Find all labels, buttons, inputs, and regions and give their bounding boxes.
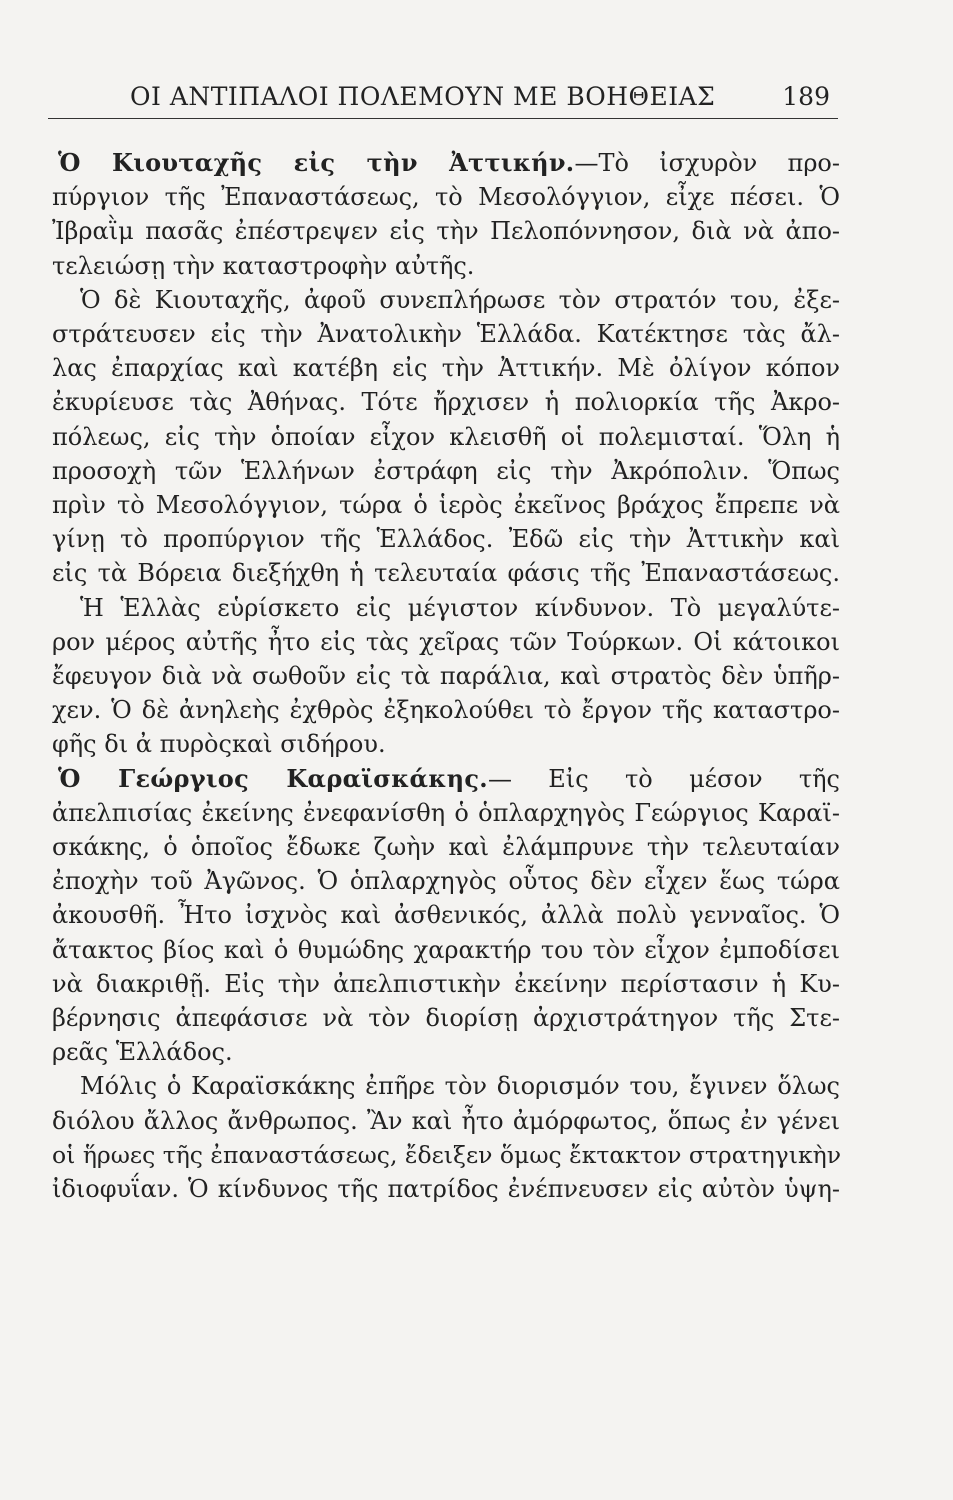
header-rule [48,118,838,119]
running-title: ΟΙ ΑΝΤΙΠΑΛΟΙ ΠΟΛΕΜΟΥΝ ΜΕ ΒΟΗΘΕΙΑΣ [130,82,716,111]
text-line: χεν. Ὁ δὲ ἀνηλεὴς ἐχθρὸς ἐξηκολούθει τὸ ἔργον τῆς καταστρο- [52,696,840,725]
text-line: πόλεως, εἰς τὴν ὁποίαν εἶχον κλεισθῆ οἱ πολεμισταί. Ὅλη ἡ [52,422,840,451]
page-number: 189 [782,82,830,111]
text-line: Ἡ Ἑλλὰς εὑρίσκετο εἰς μέγιστον κίνδυνον. Τὸ μεγαλύτε- [80,593,840,622]
text-line: Ὁ δὲ Κιουταχῆς, ἀφοῦ συνεπλήρωσε τὸν στρατόν του, ἐξε- [80,285,840,314]
text-line: φῆς δι ἀ πυρὸςκαὶ σιδήρου. [52,730,386,759]
text-line: ἰδιοφυΐαν. Ὁ κίνδυνος τῆς πατρίδος ἐνέπνευσεν εἰς αὐτὸν ὑψη- [52,1175,840,1204]
text-line: βέρνησις ἀπεφάσισε νὰ τὸν διορίσῃ ἀρχιστράτηγον τῆς Στε- [52,1004,840,1033]
text-line: ρεᾶς Ἑλλάδος. [52,1038,233,1067]
text-line: σκάκης, ὁ ὁποῖος ἔδωκε ζωὴν καὶ ἐλάμπρυνε τὴν τελευταίαν [52,833,840,862]
text-line: εἰς τὰ Βόρεια διεξήχθη ἡ τελευταία φάσις τῆς Ἐπαναστάσεως. [52,559,840,588]
text-line: ἀπελπισίας ἐκείνης ἐνεφανίσθη ὁ ὁπλαρχηγὸς Γεώργιος Καραϊ- [52,798,840,827]
text-line: λας ἐπαρχίας καὶ κατέβη εἰς τὴν Ἀττικήν. Μὲ ὀλίγον κόπον [52,354,840,383]
text-line: ρον μέρος αὐτῆς ἦτο εἰς τὰς χεῖρας τῶν Τούρκων. Οἱ κάτοικοι [52,627,840,656]
page-header [48,78,838,118]
text-line: γίνῃ τὸ προπύργιον τῆς Ἑλλάδος. Ἐδῶ εἰς τὴν Ἀττικὴν καὶ [52,525,840,554]
text-line: προσοχὴ τῶν Ἑλλήνων ἐστράφη εἰς τὴν Ἀκρόπολιν. Ὅπως [52,456,840,485]
text-line: στράτευσεν εἰς τὴν Ἀνατολικὴν Ἑλλάδα. Κατέκτησε τὰς ἄλ- [52,320,840,349]
text-line: πρὶν τὸ Μεσολόγγιον, τώρα ὁ ἱερὸς ἐκεῖνος βράχος ἔπρεπε νὰ [52,491,840,520]
text-line: ἐκυρίευσε τὰς Ἀθήνας. Τότε ἤρχισεν ἡ πολιορκία τῆς Ἀκρο- [52,388,840,417]
text-line: πύργιον τῆς Ἐπαναστάσεως, τὸ Μεσολόγγιον, εἶχε πέσει. Ὁ [52,183,840,212]
text-line: ἔφευγον διὰ νὰ σωθοῦν εἰς τὰ παράλια, καὶ στρατὸς δὲν ὑπῆρ- [52,662,840,691]
text-line: διόλου ἄλλος ἄνθρωπος. Ἂν καὶ ἦτο ἀμόρφωτος, ὅπως ἐν γένει [52,1106,840,1135]
body-text [52,146,840,1206]
text-line: ἐποχὴν τοῦ Ἀγῶνος. Ὁ ὁπλαρχηγὸς οὗτος δὲν εἶχεν ἕως τώρα [52,867,840,896]
text-line: νὰ διακριθῇ. Εἰς τὴν ἀπελπιστικὴν ἐκείνην περίστασιν ἡ Κυ- [52,969,840,998]
section-heading: Ὁ Κιουταχῆς εἰς τὴν Ἀττικήν. [58,148,575,177]
text-line: ἀκουσθῆ. Ἦτο ἰσχνὸς καὶ ἀσθενικός, ἀλλὰ πολὺ γενναῖος. Ὁ [52,901,840,930]
section-heading: Ὁ Γεώργιος Καραϊσκάκης. [58,763,488,793]
text-line: Ἰβραῒμ πασᾶς ἐπέστρεψεν εἰς τὴν Πελοπόννησον, διὰ νὰ ἀπο- [52,217,840,246]
text-line: τελειώσῃ τὴν καταστροφὴν αὐτῆς. [52,251,475,280]
text-line: Ὁ Κιουταχῆς εἰς τὴν Ἀττικήν.—Τὸ ἰσχυρὸν προ- [58,148,840,177]
text-line: οἱ ἥρωες τῆς ἐπαναστάσεως, ἔδειξεν ὅμως ἔκτακτον στρατηγικὴν [52,1140,841,1169]
text-line: Μόλις ὁ Καραϊσκάκης ἐπῆρε τὸν διορισμόν του, ἔγινεν ὅλως [80,1072,840,1101]
text-line: ἄτακτος βίος καὶ ὁ θυμώδης χαρακτήρ του τὸν εἶχον ἐμποδίσει [52,935,840,964]
text-line: Ὁ Γεώργιος Καραϊσκάκης.— Εἰς τὸ μέσον τῆς [58,763,840,793]
